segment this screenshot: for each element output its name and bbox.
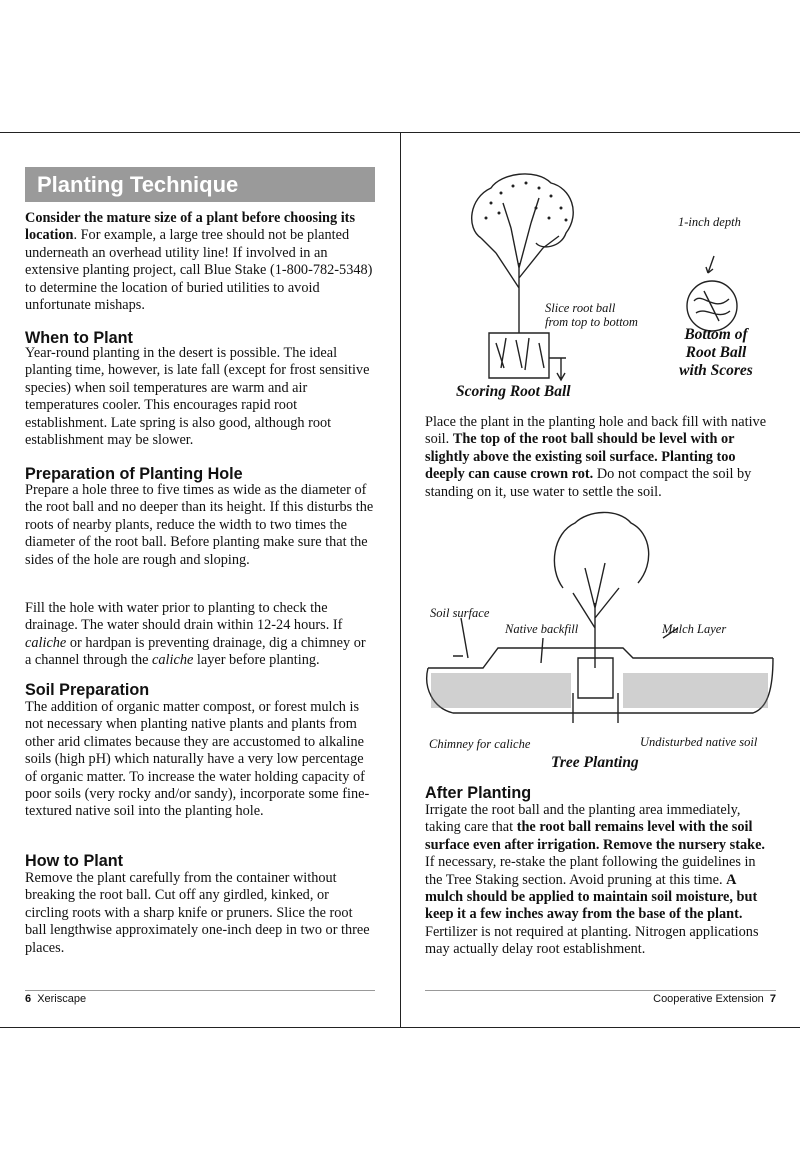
- fill-hole-text: Fill the hole with water prior to planting to check the drainage. The water should drain within 12-24 hours. If caliche or hardpan is preventing drainage, dig a chimney or a channel through the caliche layer before planting.: [25, 600, 366, 669]
- after-planting-text: Irrigate the root ball and the planting area immediately, taking care that the root ball remains level with the soil surface even after irrigation. Remove the nursery stake. If necessary, re-stake the plant following the guidelines in the Tree Staking section. Avoid pruning at this time. A mulch should be applied to maintain soil moisture, but keep it a few inches away from the base of the plant. Fertilizer is not required at planting. Nitrogen applications may actually delay root establishment.: [425, 802, 765, 958]
- tree-planting-caption: Tree Planting: [551, 754, 639, 771]
- soil-preparation-text: The addition of organic matter compost, or forest mulch is not necessary when planting native plants and plants from other arid climates because they are accustomed to alkaline soils (high pH) which naturally have a very low percentage of organic matter. To increase the water holding capacity of poor soils (very rocky and/or sandy), incorporate some fine-textured native soil into the planting hole.: [25, 699, 370, 820]
- spine-divider: [400, 133, 401, 1027]
- label-chimney-for-caliche: Chimney for caliche: [429, 737, 531, 751]
- when-to-plant-heading: When to Plant: [25, 329, 133, 347]
- footer-right: [653, 993, 776, 1005]
- intro-bold: Consider the mature size of a plant before choosing its location: [25, 210, 356, 244]
- section-banner: Planting Technique: [25, 167, 375, 202]
- place-plant-text: Place the plant in the planting hole and back fill with native soil. The top of the root ball should be level with or slightly above the existing soil surface. Planting too deeply can cause crown rot. Do not compact the soil by standing on it, use water to settle the soil.: [425, 414, 767, 500]
- label-bottom-of-root-ball: Bottom of Root Ball with Scores: [679, 326, 753, 379]
- when-to-plant-text: Year-round planting in the desert is possible. The ideal planting time, however, is late fall (except for frost sensitive species) when soil temperatures are warm and air temperatures cooler. This encourages rapid root establishment. Late spring is also good, although root establishment may be slower.: [25, 345, 370, 449]
- footer-title-right: Cooperative Extension: [653, 993, 764, 1005]
- after-planting-heading: After Planting: [425, 784, 532, 802]
- label-soil-surface: Soil surface: [430, 606, 490, 620]
- intro-paragraph: Consider the mature size of a plant before choosing its location. For example, a large tree should not be planted underneath an overhead utility line! If involved in an extensive planting project, call Blue Stake (1-800-782-5348) to determine the location of buried utilities to avoid unfortunate mishaps.: [25, 210, 373, 314]
- label-undisturbed-native-soil: Undisturbed native soil: [640, 735, 758, 749]
- footer-rule-right: [425, 990, 776, 991]
- footer-left: [25, 993, 86, 1005]
- label-slice-root-ball: Slice root ball from top to bottom: [545, 301, 638, 329]
- page-number-right: 7: [769, 993, 776, 1005]
- label-mulch-layer: Mulch Layer: [662, 622, 727, 636]
- label-native-backfill: Native backfill: [505, 622, 579, 636]
- scoring-root-ball-illustration: [441, 168, 621, 388]
- scoring-root-ball-caption: Scoring Root Ball: [456, 383, 571, 400]
- footer-rule-left: [25, 990, 375, 991]
- preparation-text: Prepare a hole three to five times as wide as the diameter of the root ball and no deeper than its height. If this disturbs the roots of nearby plants, reduce the width to two times the diameter of the root ball. Before planting make sure that the sides of the hole are rough and sloping.: [25, 482, 374, 568]
- how-to-plant-heading: How to Plant: [25, 852, 124, 870]
- how-to-plant-text: Remove the plant carefully from the container without breaking the root ball. Cut off any girdled, kinked, or circling roots with a sharp knife or pruners. Slice the root ball lengthwise approximately one-inch deep in two or three places.: [25, 870, 370, 956]
- page-number-left: 6: [25, 993, 32, 1005]
- bottom-border: [0, 1027, 800, 1028]
- footer-title-left: Xeriscape: [37, 993, 87, 1005]
- preparation-heading: Preparation of Planting Hole: [25, 465, 243, 483]
- soil-preparation-heading: Soil Preparation: [25, 681, 150, 699]
- label-1-inch-depth: 1-inch depth: [678, 215, 741, 229]
